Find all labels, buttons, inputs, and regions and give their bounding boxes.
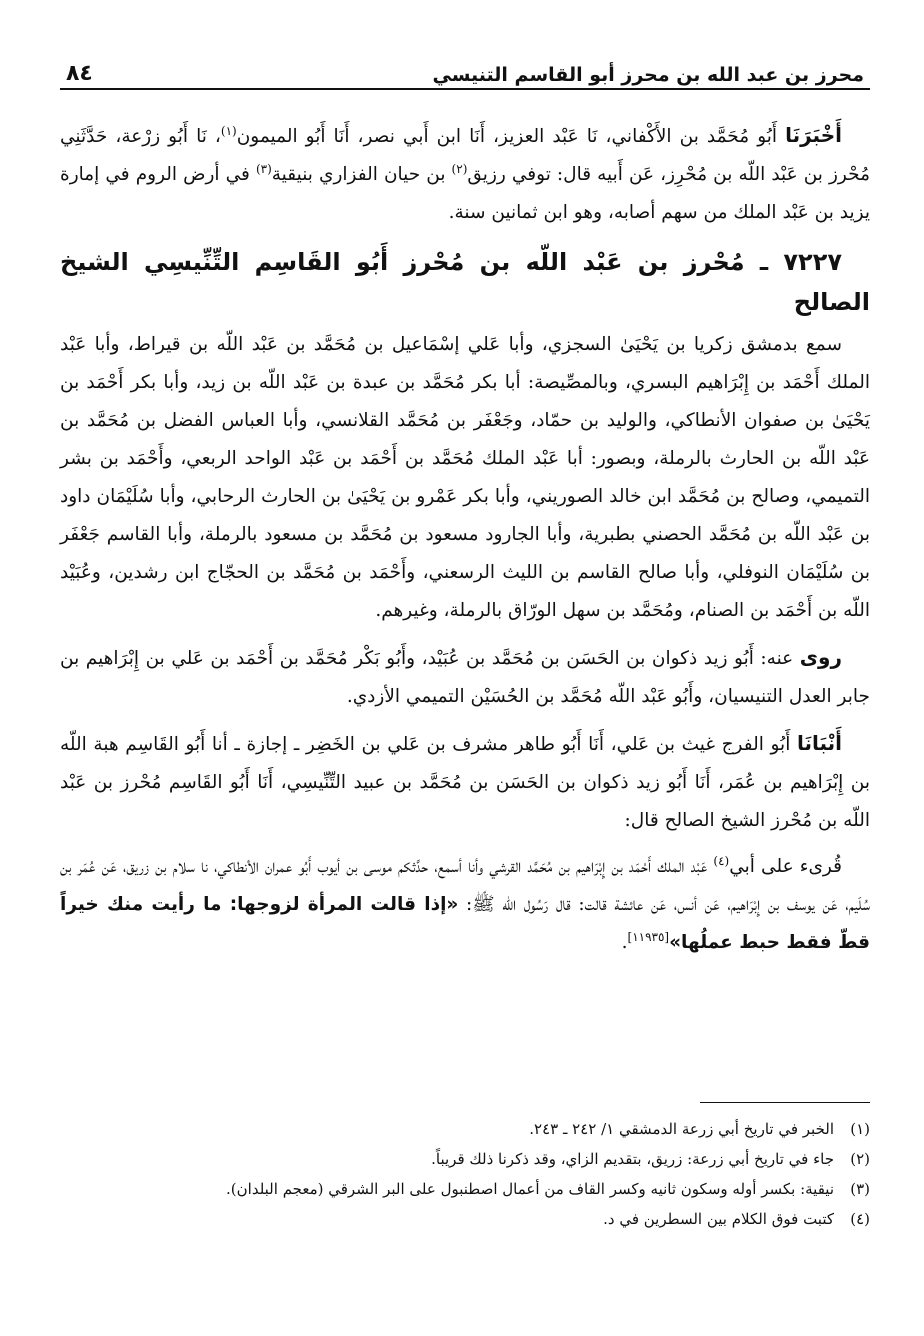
header-rule	[60, 88, 870, 90]
paragraph-text: عنه: أَبُو زيد ذكوان بن الحَسَن بن مُحَمَّد بن عُبَيْد، وأَبُو بَكْر مُحَمَّد بن أَحْمَد بن عَلي بن إِبْرَاهيم بن جابر العدل التنيسيان، وأَبُو عَبْد اللّه مُحَمَّد بن الحُسَيْن التميمي الأزدي.	[60, 648, 870, 707]
paragraph-text: أَبُو مُحَمَّد بن الأَكْفاني، نَا عَبْد العزيز، أَنَا ابن أَبي نصر، أَنَا أَبُو الميمون	[236, 126, 786, 147]
footnote-ref-4: (٤)	[713, 853, 730, 868]
footnotes	[60, 1114, 870, 1234]
paragraph-2: سمع بدمشق زكريا بن يَحْيَىٰ السجزي، وأبا عَلي إسْمَاعيل بن مُحَمَّد بن عَبْد اللّه بن قيراط، وأبا عَبْد الملك أَحْمَد بن إِبْرَاهيم البسري، وبالمصِّيصة: أبا بكر مُحَمَّد بن عبدة بن عَبْد اللّه بن زيد، وأبا بكر أَحْمَد بن يَحْيَىٰ بن صفوان الأنطاكي، والوليد بن حمّاد، وجَعْفَر بن مُحَمَّد القلانسي، وأبا العباس الفضل بن مُحَمَّد بن عَبْد اللّه بن الحارث بالرملة، وبصور: أبا عَبْد الملك مُحَمَّد بن أَحْمَد بن عَبْد الواحد الربعي، وأَحْمَد بن بشر التميمي، وصالح بن مُحَمَّد ابن خالد الصوريني، وأبا بكر عَمْرو بن يَحْيَىٰ بن الحارث الرحابي، وأبا سُلَيْمَان داود بن عَبْد اللّه بن مُحَمَّد الحصني بطبرية، وأبا الجارود مسعود بن مُحَمَّد بن مسعود بالرملة، وأبا القاسم جَعْفَر بن سُلَيْمَان النوفلي، وأبا صالح القاسم بن الليث الرسعني، وأَحْمَد بن مُحَمَّد بن الحجّاج ابن رشدين، وعُبَيْد اللّه بن أَحْمَد بن الصنام، ومُحَمَّد بن سهل الورّاق بالرملة، وغيرهم.	[60, 334, 870, 621]
footnote-number: (٣)	[850, 1180, 870, 1198]
footnote-rule	[700, 1102, 870, 1103]
paragraph-text: عَبْد الملك أَحْمَد بن إِبْرَاهيم بن مُحَمَّد القرشي وأنا أسمع، حدَّثكم موسى بن أيوب أَبُو عمران الأنطاكي، نا سلام بن زريق، عَن عُمَر بن سُلَيم، عَن يوسف بن إِبْرَاهيم، عَن أنس، عَن عائشة قالت: قال رَسُول اللّه ﷺ:	[60, 856, 871, 915]
running-title: محرز بن عبد الله بن محرز أبو القاسم التنيسي	[432, 64, 864, 86]
footnote	[60, 1114, 870, 1144]
footnote-number: (١)	[850, 1120, 870, 1138]
paragraph-text: في أرض الروم في إمارة يزيد بن عَبْد الملك من سهم أصابه، وهو ابن ثمانين سنة.	[60, 164, 870, 223]
paragraph-3	[60, 638, 870, 716]
main-text	[60, 116, 870, 962]
footnote-number: (٢)	[850, 1150, 870, 1168]
hadith-text: «إذا قالت المرأة لزوجها: ما رأيت منك خيراً قطّ فقط حبط عملُها»	[60, 894, 870, 953]
footnote-text: الخبر في تاريخ أبي زرعة الدمشقي ١/ ٢٤٢ ـ ٢٤٣.	[529, 1120, 834, 1138]
footnote-text: كتبت فوق الكلام بين السطرين في د.	[603, 1210, 834, 1228]
footnote	[60, 1204, 870, 1234]
footnote	[60, 1174, 870, 1204]
paragraph-text: أَبُو الفرج غيث بن عَلي، أَنَا أَبُو طاهر مشرف بن عَلي بن الخَضِر ـ إجازة ـ أنا أَبُو القَاسِم هبة اللّه بن إِبْرَاهيم بن عُمَر، أَنَا أَبُو زيد ذكوان بن الحَسَن بن مُحَمَّد بن عبيد التِّنِّيسِي، أَنَا أَبُو القَاسِم مُحْرز بن عَبْد اللّه بن مُحْرز الشيخ الصالح قال:	[60, 734, 870, 831]
paragraph-4	[60, 724, 870, 840]
paragraph-1	[60, 116, 870, 232]
paragraph-text: بن حيان الفزاري بنيقية	[271, 164, 452, 185]
lead-word: أَخْبَرَنَا	[785, 123, 842, 147]
page-number: ٨٤	[66, 61, 93, 86]
lead-word: روى	[799, 645, 842, 669]
footnote-ref-2: (٢)	[451, 161, 468, 176]
lead-word: أَنْبَانَا	[796, 731, 842, 755]
paragraph-text: ، نَا أَبُو زرْعة، حَدَّثَنِي مُحْرز بن عَبْد اللّه بن مُحْرِز، عَن أَبيه قال: توفي رزيق	[60, 126, 870, 185]
book-page	[60, 40, 870, 1300]
footnote-text: جاء في تاريخ أبي زرعة: زريق، بتقديم الزاي، وقد ذكرنا ذلك قريباً.	[431, 1150, 834, 1168]
paragraph-end: .	[621, 932, 628, 953]
paragraph-text: قُرىء على أبي	[729, 856, 842, 877]
hadith-reference: [١١٩٣٥]	[627, 929, 670, 944]
page-header	[60, 40, 870, 90]
entry-heading: ٧٢٢٧ ـ مُحْرز بن عَبْد اللّه بن مُحْرز أَبُو القَاسِم التِّنِّيسِي الشيخ الصالح	[60, 248, 870, 316]
footnote	[60, 1144, 870, 1174]
footnote-ref-3: (٣)	[255, 161, 272, 176]
footnote-text: نيقية: بكسر أوله وسكون ثانيه وكسر القاف من أعمال اصطنبول على البر الشرقي (معجم البلدان).	[226, 1180, 834, 1198]
footnote-ref-1: (١)	[220, 123, 237, 138]
paragraph-5	[60, 848, 870, 962]
footnote-number: (٤)	[850, 1210, 870, 1228]
